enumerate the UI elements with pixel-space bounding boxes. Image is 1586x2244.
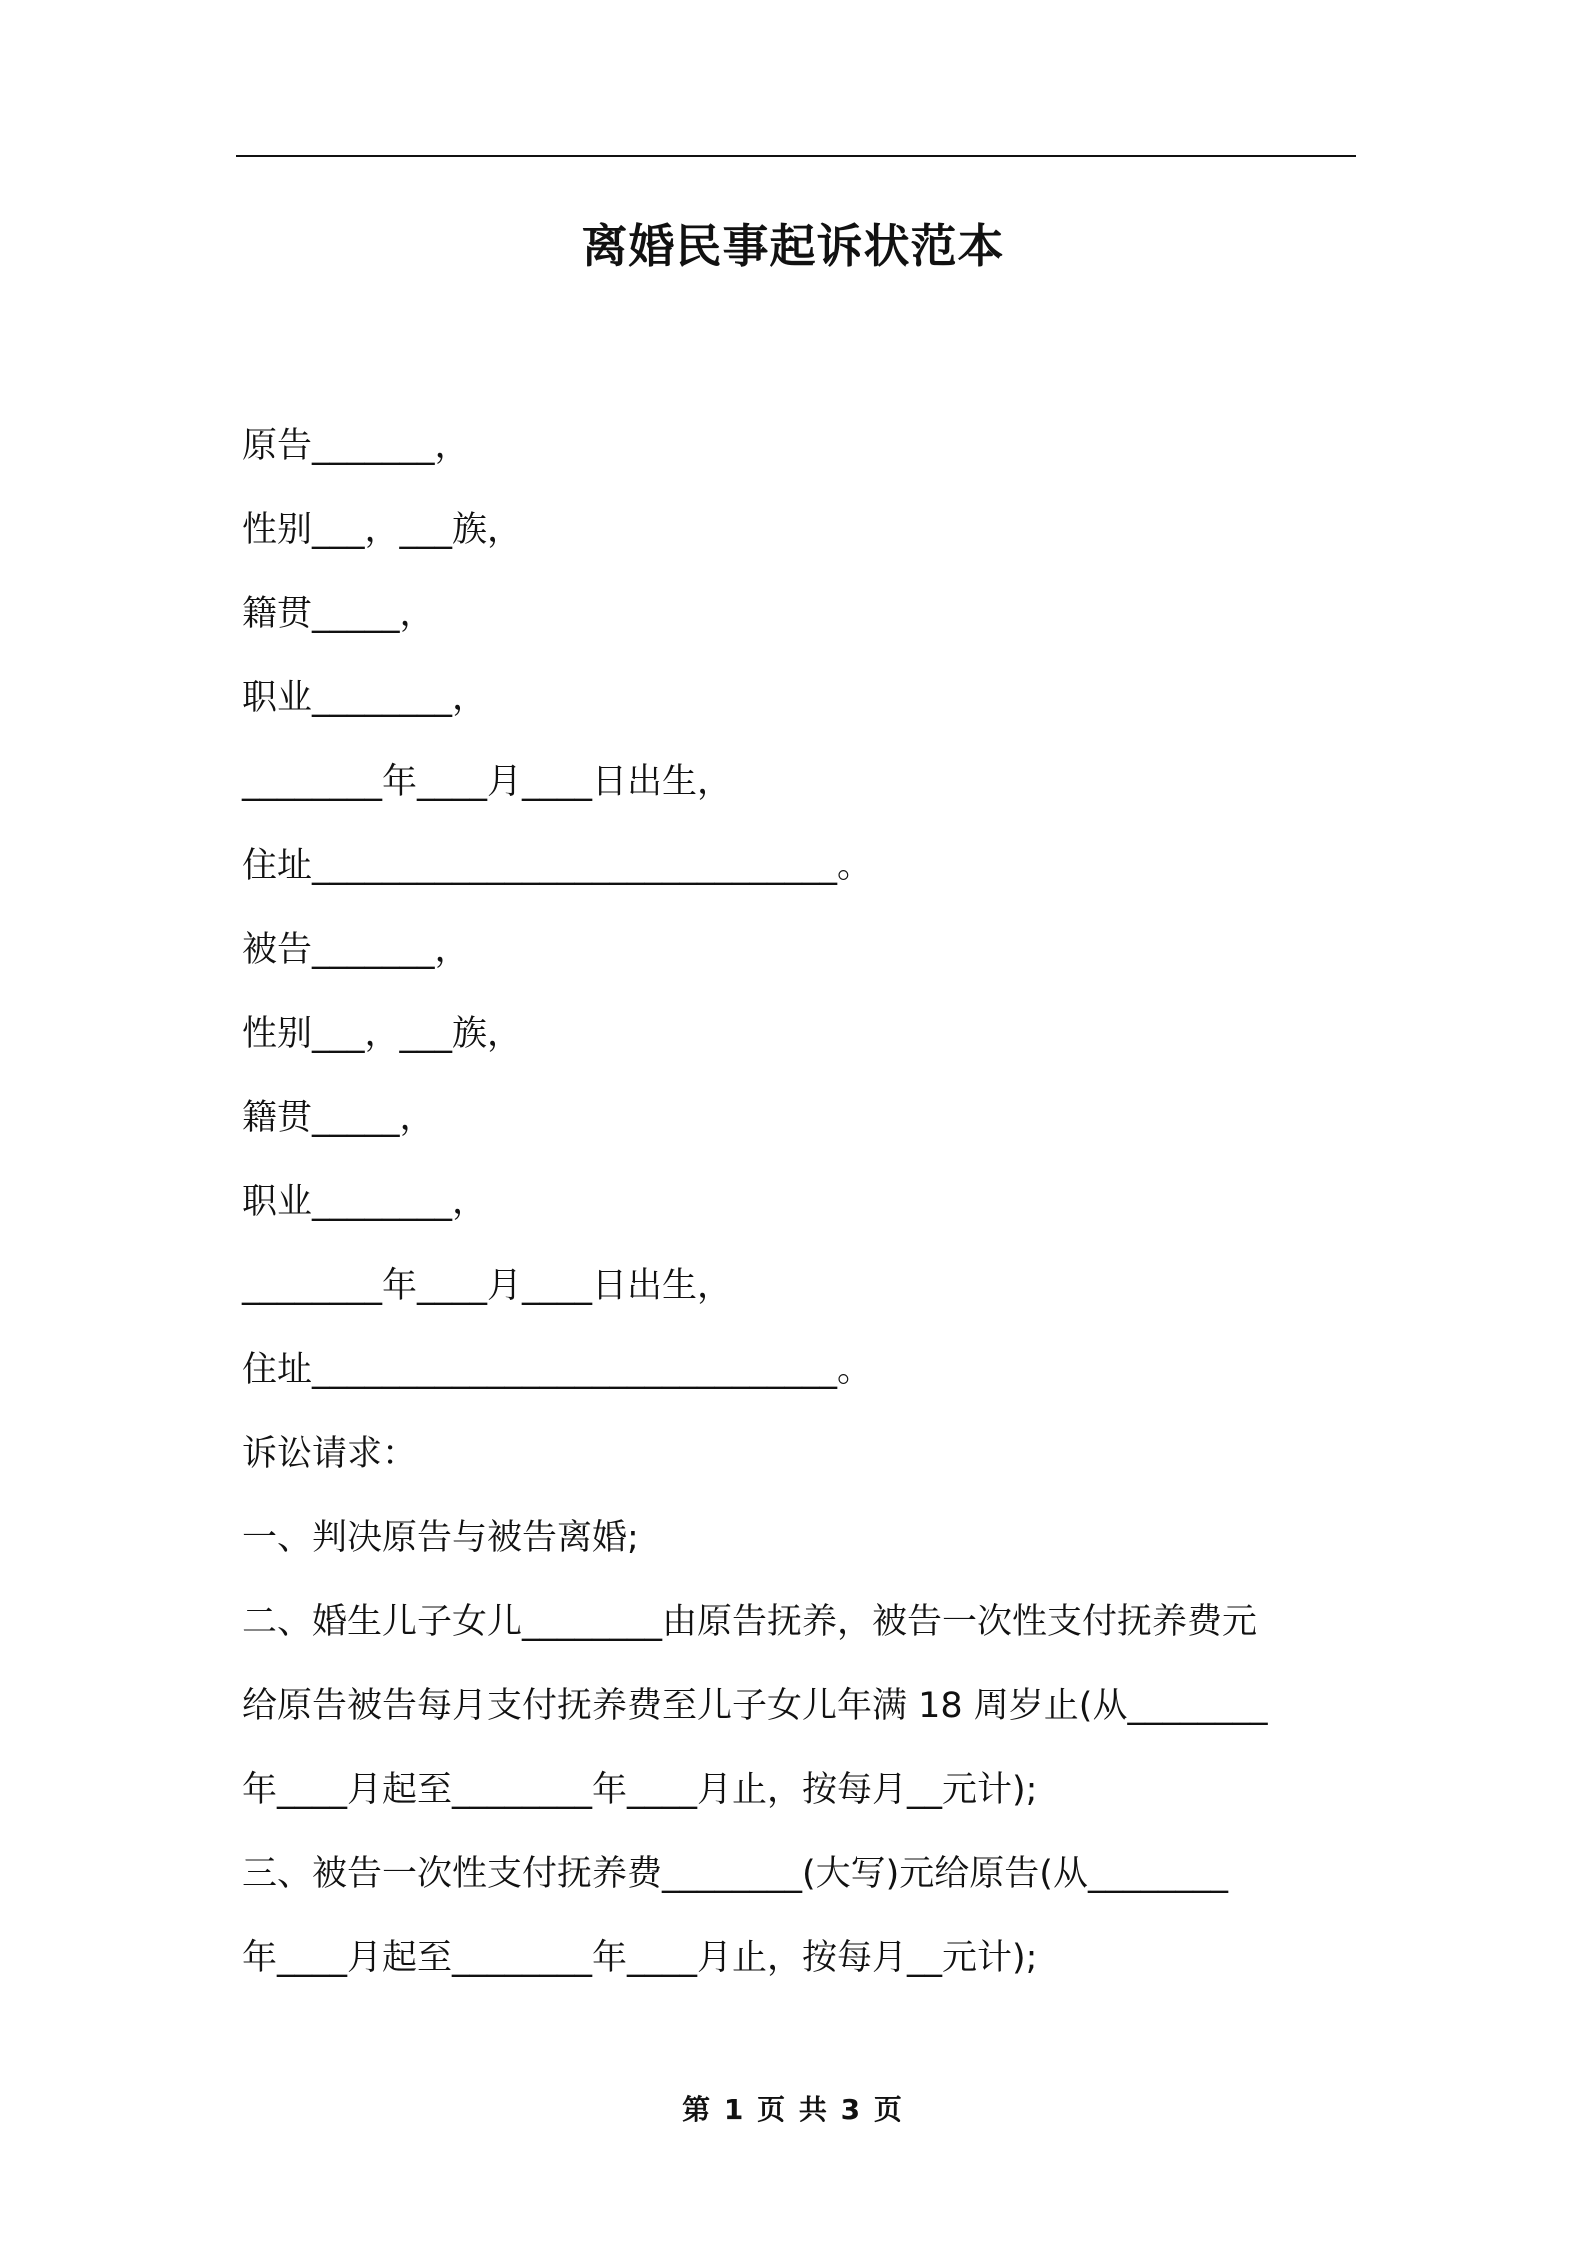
page-number-footer: 第 1 页 共 3 页 [682,2093,904,2126]
claim-item-2-line-1: 二、婚生儿子女儿________由原告抚养，被告一次性支付抚养费元 [242,1602,1258,1642]
plaintiff-occupation-line: 职业________， [242,678,488,718]
defendant-address-line: 住址______________________________。 [242,1350,873,1390]
claim-item-3-line-2: 年____月起至________年____月止，按每月__元计); [242,1938,1038,1978]
claim-item-3-line-1: 三、被告一次性支付抚养费________(大写)元给原告(从________ [242,1854,1228,1894]
plaintiff-address-line: 住址______________________________。 [242,846,873,886]
defendant-birthdate-line: ________年____月____日出生， [242,1266,733,1306]
plaintiff-gender-line: 性别___，___族， [242,510,523,550]
defendant-origin-line: 籍贯_____， [242,1098,435,1138]
header-divider [236,155,1356,157]
plaintiff-birthdate-line: ________年____月____日出生， [242,762,733,802]
claim-item-1: 一、判决原告与被告离婚; [242,1518,639,1558]
document-title: 离婚民事起诉状范本 [581,219,1005,273]
defendant-gender-line: 性别___，___族， [242,1014,523,1054]
plaintiff-origin-line: 籍贯_____， [242,594,435,634]
defendant-name-line: 被告_______， [242,930,470,970]
plaintiff-name-line: 原告_______， [242,426,470,466]
defendant-occupation-line: 职业________， [242,1182,488,1222]
document-body [242,404,1362,2000]
claims-heading: 诉讼请求： [242,1434,418,1474]
claim-item-2-line-2: 给原告被告每月支付抚养费至儿子女儿年满 18 周岁止(从________ [242,1686,1268,1726]
claim-item-2-line-3: 年____月起至________年____月止，按每月__元计); [242,1770,1038,1810]
